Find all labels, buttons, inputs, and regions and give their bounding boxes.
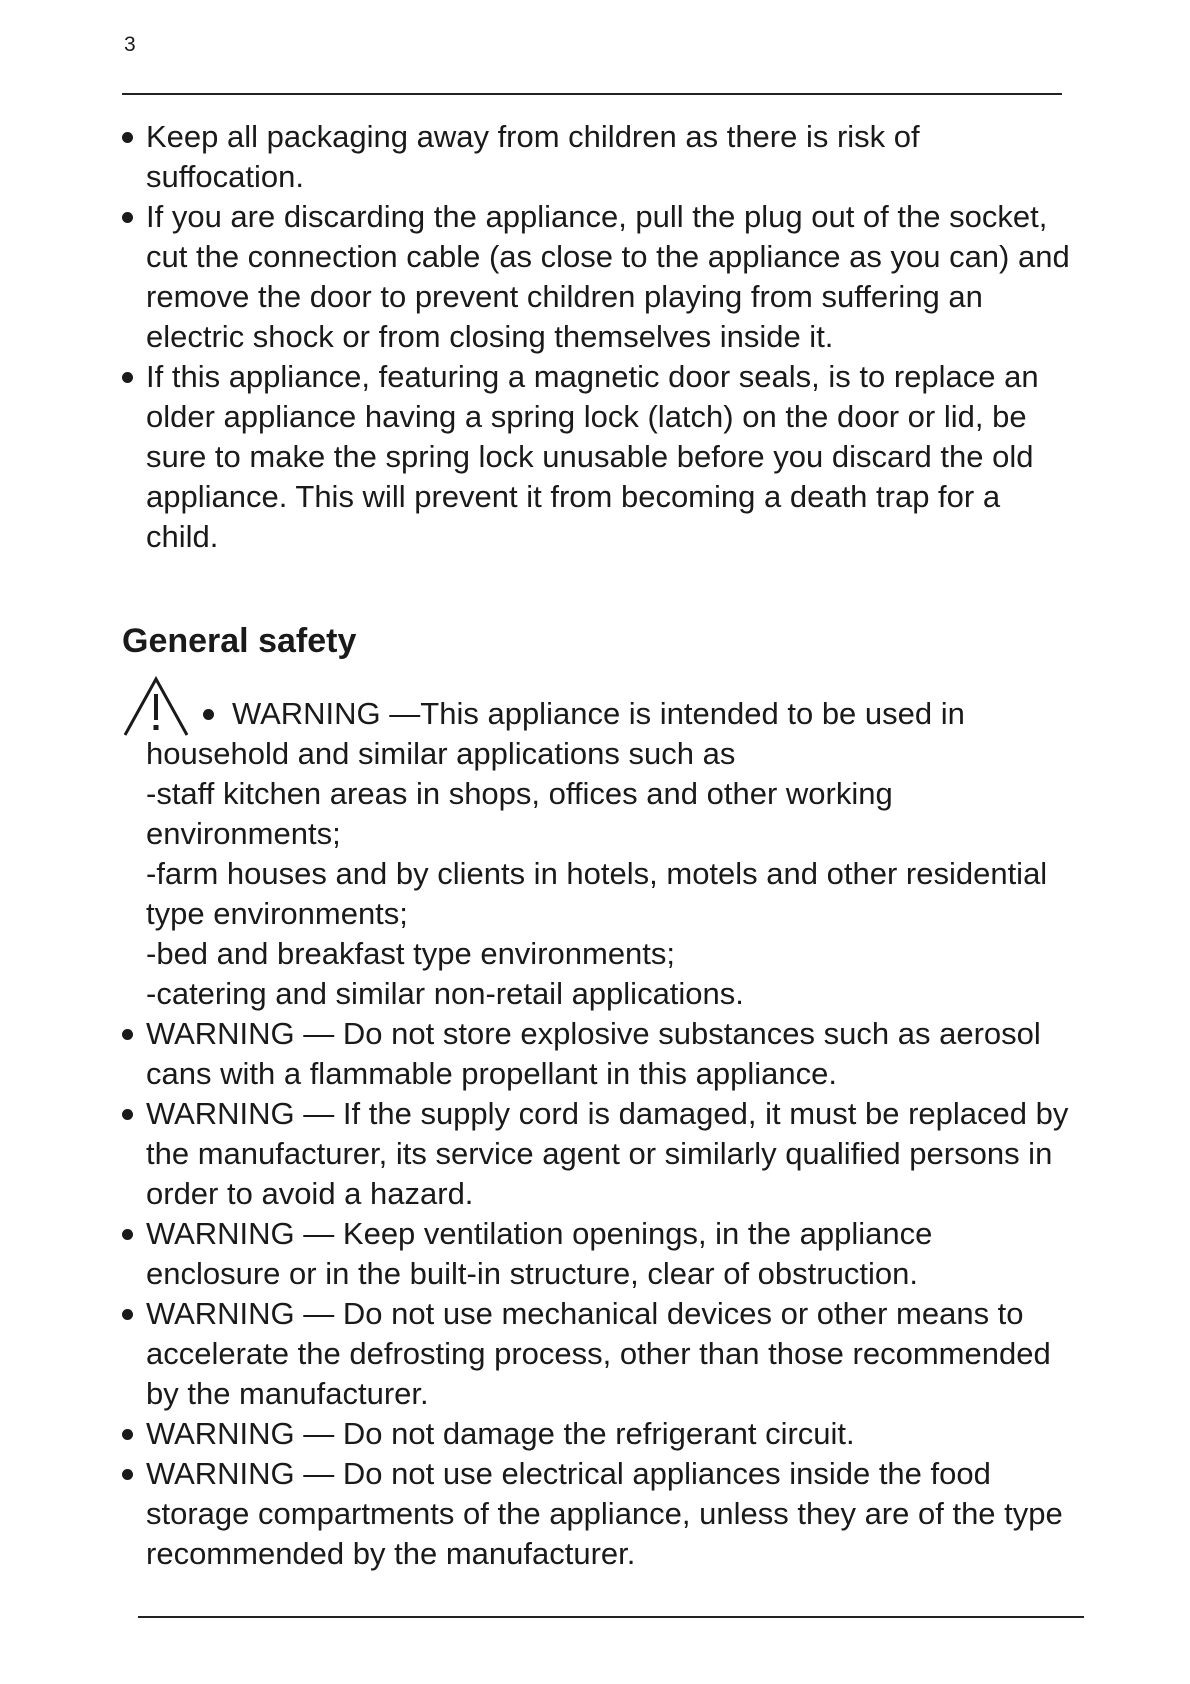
list-item-text: Keep all packaging away from children as there is risk of suffocation. (146, 119, 920, 194)
bullet-icon (122, 1029, 133, 1040)
list-item (122, 1294, 1074, 1414)
list-item (122, 357, 1074, 557)
warning-intro-line: -farm houses and by clients in hotels, motels and other residential type environments; (146, 856, 1048, 931)
bullet-icon (203, 709, 214, 720)
warning-intro-first-line: WARNING —This appliance is intended to be used in (232, 696, 965, 731)
list-item (122, 117, 1074, 197)
warning-first-line (122, 694, 1074, 734)
footer-divider (138, 1616, 1084, 1618)
list-item (122, 1214, 1074, 1294)
general-safety-list (122, 694, 1074, 1574)
list-item-text: If this appliance, featuring a magnetic door seals, is to replace an older appliance having a spring lock (latch) on the door or lid, be sure to make the spring lock unusable before you discard the old appliance. This will prevent it from becoming a death trap for a child. (146, 359, 1039, 554)
warning-intro-line: household and similar applications such as (146, 736, 736, 771)
warning-intro-line: -bed and breakfast type environments; (146, 936, 676, 971)
header-divider (122, 93, 1062, 95)
list-item-text: WARNING — Do not use electrical appliances inside the food storage compartments of the appliance, unless they are of the type recommended by the manufacturer. (146, 1456, 1063, 1571)
warning-triangle-icon (122, 676, 190, 738)
list-item-text: WARNING — Do not store explosive substances such as aerosol cans with a flammable propellant in this appliance. (146, 1016, 1041, 1091)
bullet-icon (122, 1109, 133, 1120)
list-item (122, 1414, 1074, 1454)
list-item-text: WARNING — Do not damage the refrigerant circuit. (146, 1416, 855, 1451)
bullet-icon (122, 1229, 133, 1240)
bullet-icon (122, 212, 133, 223)
list-item-text: WARNING — Do not use mechanical devices or other means to accelerate the defrosting process, other than those recommended by the manufacturer. (146, 1296, 1051, 1411)
list-item (122, 1094, 1074, 1214)
list-item (122, 1014, 1074, 1094)
bullet-icon (122, 1469, 133, 1480)
list-item-text: If you are discarding the appliance, pull the plug out of the socket, cut the connection cable (as close to the appliance as you can) and remove the door to prevent children playing from suffering an electric shock or from closing themselves inside it. (146, 199, 1070, 354)
list-item-text: WARNING — If the supply cord is damaged, it must be replaced by the manufacturer, its service agent or similarly qualified persons in order to avoid a hazard. (146, 1096, 1069, 1211)
list-item-text: WARNING — Keep ventilation openings, in the appliance enclosure or in the built-in structure, clear of obstruction. (146, 1216, 933, 1291)
list-item (122, 1454, 1074, 1574)
warning-intro-line: -staff kitchen areas in shops, offices and other working environments; (146, 776, 893, 851)
section-heading: General safety (122, 622, 357, 660)
bullet-icon (122, 1309, 133, 1320)
bullet-icon (122, 372, 133, 383)
page-number: 3 (124, 33, 136, 56)
warning-intro (122, 694, 1074, 1014)
bullet-icon (122, 132, 133, 143)
list-item (122, 197, 1074, 357)
bullet-icon (122, 1429, 133, 1440)
warning-intro-line: -catering and similar non-retail applications. (146, 976, 744, 1011)
intro-safety-list (122, 117, 1074, 557)
